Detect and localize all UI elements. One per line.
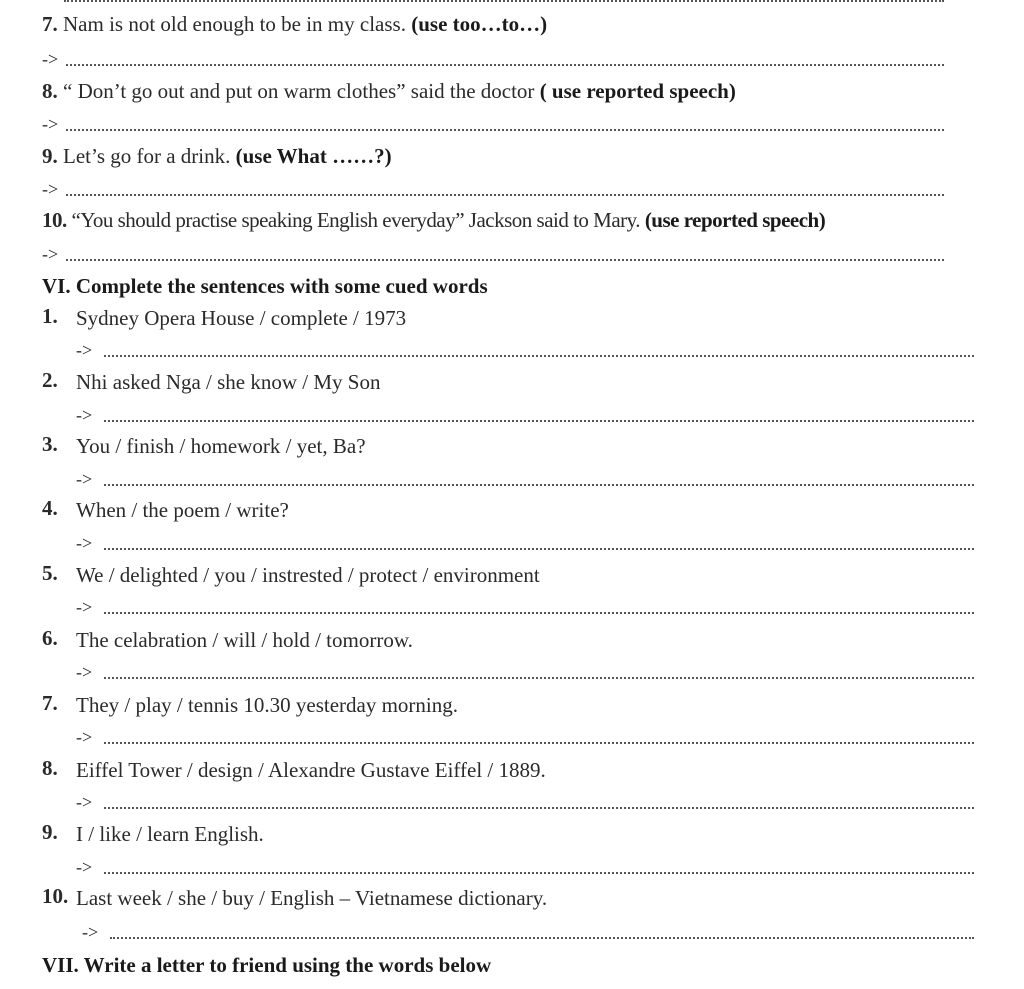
answer-line-7[interactable] bbox=[66, 64, 944, 66]
cued-answer-line-3[interactable] bbox=[104, 484, 974, 486]
worksheet-page: 7. Nam is not old enough to be in my class. (use too…to…) -> 8. “ Don’t go out and put on warm clothes” said the doctor ( use reported speech) -> 9. Let’s go for a drink. (use What ……?) -> 10. “You should practise speaking English everyday” Jackson said to Mary. (use reported speech) -> VI. Complete the sentences with some cued words 1. Sydney Opera House / complete / 1973 -> 2. Nhi asked Nga / she know / My Son -> 3. You / finish / homework / yet, Ba? -> 4. When / the poem / write? -> 5. We / delighted / you / instrested / protect / environment -> 6. The celabration / will / hold / tomorrow. -> 7. They / play / tennis 10.30 yesterday morning. -> 8. Eiffel Tower / design / Alexandre Gustave Eiffel / 1889. -> 9. I / like / learn English. -> 10. Last week / she / buy / English – Vietnamese dictionary. -> VII. Write a letter to friend using the words below bbox=[0, 0, 1024, 989]
answer-row-10: -> bbox=[42, 242, 946, 266]
answer-row-8: -> bbox=[42, 112, 946, 136]
cued-answer-row-4: -> bbox=[76, 531, 976, 555]
cued-answer-line-2[interactable] bbox=[104, 420, 974, 422]
cued-answer-row-3: -> bbox=[76, 467, 976, 491]
cued-answer-row-10: -> bbox=[82, 920, 976, 944]
cued-answer-row-5: -> bbox=[76, 595, 976, 619]
section-vii-heading: VII. Write a letter to friend using the words below bbox=[42, 953, 492, 977]
answer-line-9[interactable] bbox=[66, 194, 944, 196]
question-9: 9. Let’s go for a drink. (use What ……?) bbox=[42, 144, 392, 168]
answer-line-8[interactable] bbox=[66, 129, 944, 131]
cued-answer-line-1[interactable] bbox=[104, 355, 974, 357]
cued-answer-row-1: -> bbox=[76, 338, 976, 362]
cued-answer-row-2: -> bbox=[76, 403, 976, 427]
cued-answer-line-6[interactable] bbox=[104, 677, 974, 679]
question-7: 7. Nam is not old enough to be in my class. (use too…to…) bbox=[42, 12, 548, 36]
cued-answer-line-7[interactable] bbox=[104, 742, 974, 744]
cued-answer-line-5[interactable] bbox=[104, 612, 974, 614]
cued-answer-row-8: -> bbox=[76, 790, 976, 814]
cued-answer-line-8[interactable] bbox=[104, 807, 974, 809]
answer-row-7: -> bbox=[42, 47, 946, 71]
question-10: 10. “You should practise speaking English everyday” Jackson said to Mary. (use reported speech) bbox=[42, 208, 826, 232]
section-vi-heading: VI. Complete the sentences with some cued words bbox=[42, 274, 488, 298]
cued-answer-row-9: -> bbox=[76, 855, 976, 879]
cued-answer-row-6: -> bbox=[76, 660, 976, 684]
answer-row-9: -> bbox=[42, 177, 946, 201]
cued-answer-line-10[interactable] bbox=[110, 937, 974, 939]
question-8: 8. “ Don’t go out and put on warm clothes” said the doctor ( use reported speech) bbox=[42, 79, 736, 103]
answer-line-10[interactable] bbox=[66, 259, 944, 261]
cued-answer-line-4[interactable] bbox=[104, 548, 974, 550]
answer-line-6[interactable] bbox=[64, 0, 944, 2]
cued-answer-row-7: -> bbox=[76, 725, 976, 749]
cued-answer-line-9[interactable] bbox=[104, 872, 974, 874]
